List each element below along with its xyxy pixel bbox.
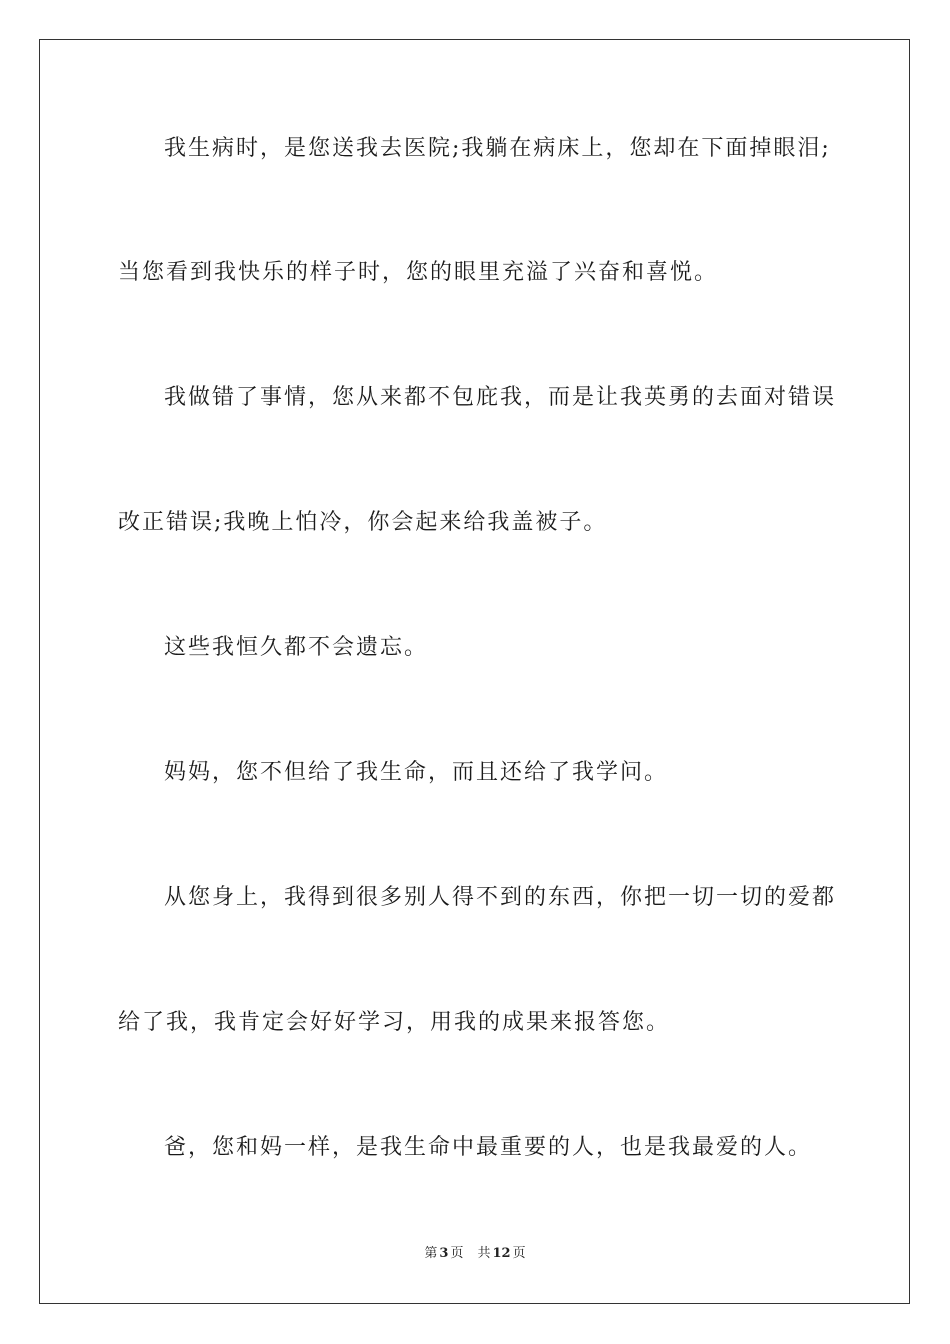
total-suffix: 页: [512, 1246, 526, 1261]
paragraph-line-4: 改正错误;我晚上怕冷，你会起来给我盖被子。: [118, 510, 608, 535]
paragraph-line-1: 我生病时，是您送我去医院;我躺在病床上，您却在下面掉眼泪;: [164, 136, 831, 161]
page-footer: [0, 1245, 950, 1263]
paragraph-line-7: 从您身上，我得到很多别人得不到的东西，你把一切一切的爱都: [164, 885, 837, 910]
paragraph-line-9: 爸，您和妈一样，是我生命中最重要的人，也是我最爱的人。: [164, 1135, 813, 1160]
page-border: [39, 39, 910, 1304]
page-prefix: 第: [424, 1246, 438, 1261]
paragraph-line-5: 这些我恒久都不会遗忘。: [164, 635, 429, 660]
paragraph-line-6: 妈妈，您不但给了我生命，而且还给了我学问。: [164, 760, 669, 785]
page-suffix: 页: [450, 1246, 464, 1261]
page-number: 3: [439, 1246, 449, 1261]
paragraph-line-8: 给了我，我肯定会好好学习，用我的成果来报答您。: [118, 1010, 671, 1035]
total-prefix: 共: [477, 1246, 491, 1261]
paragraph-line-3: 我做错了事情，您从来都不包庇我，而是让我英勇的去面对错误: [164, 385, 837, 410]
paragraph-line-2: 当您看到我快乐的样子时，您的眼里充溢了兴奋和喜悦。: [118, 260, 719, 285]
total-pages: 12: [492, 1246, 511, 1261]
